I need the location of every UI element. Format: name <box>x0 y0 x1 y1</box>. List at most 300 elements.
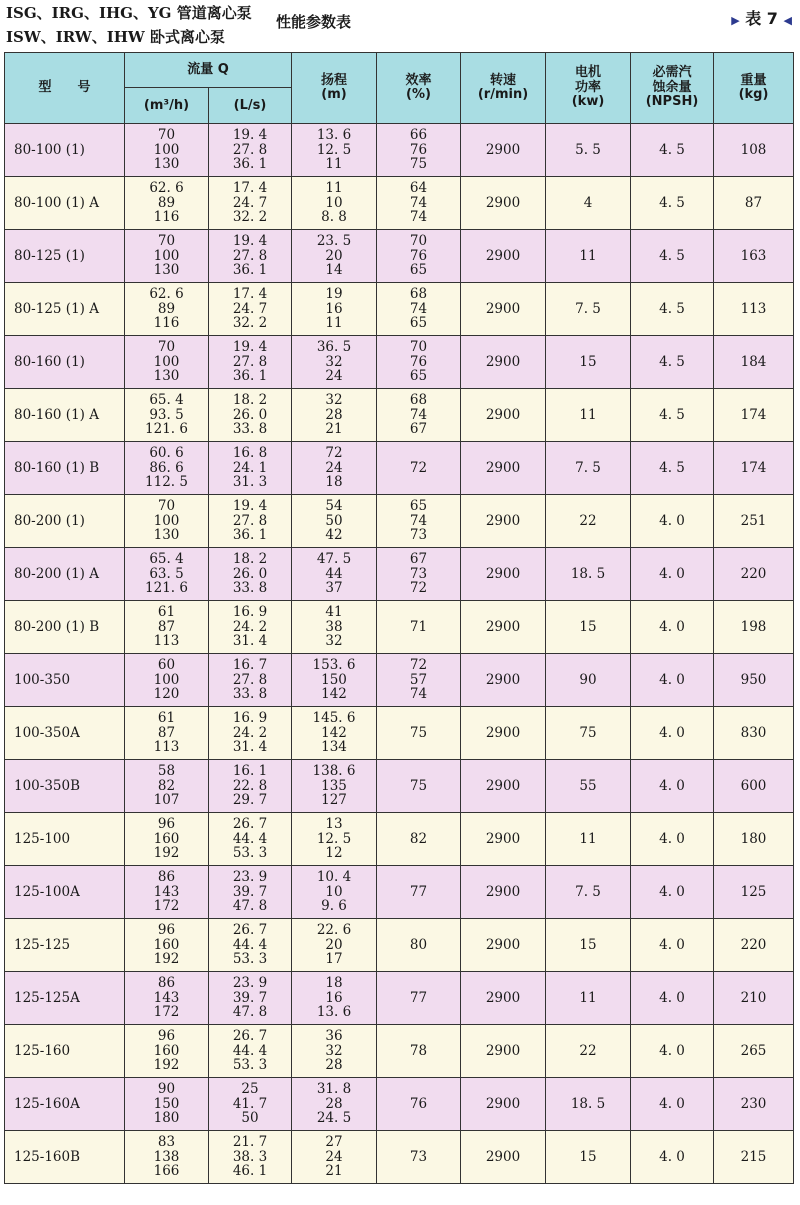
cell-head-value: 36. 5 <box>316 339 352 356</box>
cell-flow-m3h-value: 93. 5 <box>149 406 184 423</box>
cell-flow-m3h-value: 160 <box>153 830 180 847</box>
cell-npsh: 4. 0 <box>631 760 714 813</box>
cell-head-value: 24 <box>325 1148 343 1165</box>
cell-flow-ls-value: 38. 3 <box>232 1148 268 1165</box>
cell-flow-m3h-value: 90 <box>157 1081 176 1098</box>
cell-power: 18. 5 <box>546 548 631 601</box>
cell-head <box>292 919 377 972</box>
cell-model: 125-100A <box>5 866 125 919</box>
cell-power: 15 <box>546 1131 631 1184</box>
cell-flow-m3h-value: 63. 5 <box>149 565 184 582</box>
cell-head-value: 13. 6 <box>316 127 352 144</box>
cell-flow-m3h-value: 87 <box>157 618 176 635</box>
table-row <box>5 124 794 177</box>
cell-head-value: 32 <box>325 1042 343 1059</box>
cell-flow-m3h <box>125 1078 209 1131</box>
cell-speed: 2900 <box>461 442 546 495</box>
cell-flow-ls-value: 16. 9 <box>232 710 268 727</box>
cell-flow-m3h-value: 116 <box>153 209 180 226</box>
cell-head-value: 28 <box>325 1057 343 1074</box>
cell-power: 90 <box>546 654 631 707</box>
cell-flow-m3h <box>125 1025 209 1078</box>
cell-efficiency-value: 74 <box>409 512 428 529</box>
table-row <box>5 601 794 654</box>
cell-head-value: 127 <box>321 792 347 809</box>
cell-flow-m3h-value: 192 <box>153 1057 180 1074</box>
cell-flow-ls <box>209 1025 292 1078</box>
cell-efficiency-value: 68 <box>409 286 428 303</box>
cell-head-value: 38 <box>325 618 343 635</box>
cell-flow-ls <box>209 336 292 389</box>
cell-power: 55 <box>546 760 631 813</box>
cell-head-value: 24 <box>325 459 343 476</box>
cell-flow-ls-value: 36. 1 <box>232 156 268 173</box>
cell-power: 15 <box>546 601 631 654</box>
cell-efficiency-value: 74 <box>409 194 428 211</box>
cell-power: 4 <box>546 177 631 230</box>
cell-head-value: 138. 6 <box>312 763 356 780</box>
cell-flow-m3h <box>125 972 209 1025</box>
cell-head-value: 135 <box>321 777 347 794</box>
cell-power: 11 <box>546 813 631 866</box>
cell-flow-m3h-value: 62. 6 <box>149 286 184 303</box>
table-row <box>5 1078 794 1131</box>
cell-flow-ls <box>209 760 292 813</box>
cell-npsh: 4. 0 <box>631 1131 714 1184</box>
cell-head-value: 153. 6 <box>312 657 356 674</box>
cell-power: 11 <box>546 972 631 1025</box>
cell-efficiency-value: 66 <box>409 127 428 144</box>
cell-flow-m3h-value: 180 <box>153 1110 180 1127</box>
cell-head-value: 21 <box>325 421 343 438</box>
cell-flow-ls-value: 23. 9 <box>232 869 268 886</box>
cell-speed: 2900 <box>461 760 546 813</box>
cell-flow-m3h-value: 192 <box>153 845 180 862</box>
cell-weight: 108 <box>714 124 794 177</box>
cell-efficiency-value: 74 <box>409 209 428 226</box>
cell-efficiency-value: 65 <box>409 315 428 332</box>
cell-flow-ls-value: 44. 4 <box>232 830 268 847</box>
cell-npsh: 4. 0 <box>631 866 714 919</box>
table-row <box>5 177 794 230</box>
cell-efficiency-value: 70 <box>409 339 428 356</box>
cell-flow-ls-value: 19. 4 <box>232 498 268 515</box>
cell-flow-ls-value: 33. 8 <box>232 421 268 438</box>
cell-flow-ls-value: 39. 7 <box>232 989 268 1006</box>
cell-flow-ls-value: 53. 3 <box>232 951 268 968</box>
cell-efficiency <box>377 813 461 866</box>
cell-flow-ls-value: 24. 2 <box>232 618 268 635</box>
col-header-speed: 转速 (r/min) <box>461 53 546 124</box>
col-header-flow-m3h: (m³/h) <box>125 88 209 124</box>
cell-head-value: 11 <box>325 315 343 332</box>
cell-weight: 174 <box>714 389 794 442</box>
cell-model: 125-100 <box>5 813 125 866</box>
triangle-right-icon: ▶ <box>731 14 740 27</box>
cell-efficiency-value: 78 <box>409 1042 428 1059</box>
table-row <box>5 336 794 389</box>
cell-flow-m3h <box>125 601 209 654</box>
table-row <box>5 283 794 336</box>
cell-efficiency-value: 64 <box>409 180 428 197</box>
cell-flow-ls-value: 44. 4 <box>232 1042 268 1059</box>
cell-flow-ls-value: 53. 3 <box>232 845 268 862</box>
cell-flow-ls-value: 24. 2 <box>232 724 268 741</box>
cell-flow-m3h-value: 60 <box>157 657 176 674</box>
table-row <box>5 389 794 442</box>
cell-npsh: 4. 0 <box>631 972 714 1025</box>
table-row <box>5 760 794 813</box>
cell-flow-m3h-value: 96 <box>157 816 176 833</box>
cell-flow-ls-value: 21. 7 <box>232 1134 268 1151</box>
cell-flow-m3h-value: 160 <box>153 936 180 953</box>
cell-power: 15 <box>546 336 631 389</box>
cell-efficiency-value: 76 <box>409 141 428 158</box>
cell-flow-ls-value: 32. 2 <box>232 209 268 226</box>
cell-model: 125-160 <box>5 1025 125 1078</box>
cell-flow-ls-value: 19. 4 <box>232 339 268 356</box>
cell-head-value: 13. 6 <box>316 1004 352 1021</box>
cell-flow-ls-value: 50 <box>241 1110 259 1127</box>
cell-flow-m3h-value: 143 <box>153 883 180 900</box>
cell-head <box>292 1025 377 1078</box>
cell-efficiency-value: 68 <box>409 392 428 409</box>
cell-flow-m3h-value: 100 <box>153 247 180 264</box>
col-header-flow-ls: (L/s) <box>209 88 292 124</box>
table-row <box>5 919 794 972</box>
cell-efficiency <box>377 1078 461 1131</box>
cell-weight: 600 <box>714 760 794 813</box>
cell-head <box>292 283 377 336</box>
cell-flow-ls-value: 16. 8 <box>232 445 268 462</box>
cell-flow-ls-value: 18. 2 <box>232 392 268 409</box>
cell-flow-m3h <box>125 177 209 230</box>
col-header-power: 电机 功率 (kw) <box>546 53 631 124</box>
cell-speed: 2900 <box>461 866 546 919</box>
cell-head-value: 14 <box>325 262 343 279</box>
cell-head-value: 10. 4 <box>316 869 352 886</box>
cell-flow-m3h-value: 138 <box>153 1148 180 1165</box>
cell-head <box>292 654 377 707</box>
cell-head-value: 42 <box>325 527 343 544</box>
cell-flow-ls-value: 26. 7 <box>232 1028 268 1045</box>
cell-npsh: 4. 0 <box>631 1025 714 1078</box>
cell-flow-ls <box>209 177 292 230</box>
cell-weight: 113 <box>714 283 794 336</box>
cell-model: 80-200 (1) <box>5 495 125 548</box>
cell-flow-m3h-value: 82 <box>157 777 176 794</box>
cell-weight: 950 <box>714 654 794 707</box>
cell-flow-m3h <box>125 442 209 495</box>
cell-power: 15 <box>546 919 631 972</box>
cell-head-value: 12 <box>325 845 343 862</box>
cell-head <box>292 442 377 495</box>
cell-head-value: 10 <box>325 194 343 211</box>
cell-head <box>292 866 377 919</box>
cell-flow-ls <box>209 230 292 283</box>
cell-flow-ls-value: 19. 4 <box>232 127 268 144</box>
cell-model: 100-350B <box>5 760 125 813</box>
cell-flow-m3h-value: 130 <box>153 156 180 173</box>
cell-head-value: 32 <box>325 392 343 409</box>
cell-head-value: 13 <box>325 816 343 833</box>
cell-efficiency-value: 82 <box>409 830 428 847</box>
cell-head <box>292 230 377 283</box>
cell-head-value: 16 <box>325 989 343 1006</box>
col-header-head: 扬程 (m) <box>292 53 377 124</box>
cell-npsh: 4. 5 <box>631 442 714 495</box>
cell-efficiency-value: 70 <box>409 233 428 250</box>
cell-head-value: 16 <box>325 300 343 317</box>
cell-flow-ls <box>209 707 292 760</box>
cell-head-value: 27 <box>325 1134 343 1151</box>
cell-flow-m3h <box>125 813 209 866</box>
cell-efficiency-value: 75 <box>409 156 428 173</box>
cell-weight: 230 <box>714 1078 794 1131</box>
cell-flow-ls-value: 26. 0 <box>232 406 268 423</box>
cell-head-value: 32 <box>325 353 343 370</box>
cell-head-value: 18 <box>325 975 343 992</box>
cell-flow-m3h-value: 130 <box>153 262 180 279</box>
cell-efficiency <box>377 389 461 442</box>
cell-flow-ls-value: 41. 7 <box>232 1095 268 1112</box>
cell-speed: 2900 <box>461 813 546 866</box>
cell-flow-ls-value: 26. 0 <box>232 565 268 582</box>
cell-power: 18. 5 <box>546 1078 631 1131</box>
cell-efficiency-value: 65 <box>409 262 428 279</box>
cell-efficiency <box>377 919 461 972</box>
cell-flow-ls <box>209 442 292 495</box>
cell-efficiency-value: 65 <box>409 368 428 385</box>
cell-npsh: 4. 5 <box>631 177 714 230</box>
cell-head-value: 10 <box>325 883 343 900</box>
cell-head-value: 41 <box>325 604 343 621</box>
cell-flow-ls-value: 31. 3 <box>232 474 268 491</box>
cell-flow-m3h-value: 121. 6 <box>145 580 188 597</box>
cell-head-value: 24 <box>325 368 343 385</box>
cell-model: 80-200 (1) B <box>5 601 125 654</box>
cell-speed: 2900 <box>461 124 546 177</box>
cell-power: 22 <box>546 495 631 548</box>
cell-flow-m3h-value: 96 <box>157 922 176 939</box>
cell-head-value: 145. 6 <box>312 710 356 727</box>
cell-head-value: 20 <box>325 247 343 264</box>
cell-efficiency-value: 72 <box>409 657 428 674</box>
cell-flow-ls-value: 17. 4 <box>232 286 268 303</box>
cell-flow-m3h-value: 107 <box>153 792 180 809</box>
cell-flow-ls-value: 19. 4 <box>232 233 268 250</box>
cell-flow-ls-value: 29. 7 <box>232 792 268 809</box>
performance-table <box>4 52 794 1184</box>
table-number <box>731 6 792 29</box>
cell-flow-m3h-value: 130 <box>153 527 180 544</box>
table-row <box>5 813 794 866</box>
cell-head <box>292 1131 377 1184</box>
cell-flow-ls-value: 36. 1 <box>232 368 268 385</box>
cell-flow-m3h-value: 70 <box>157 127 176 144</box>
cell-speed: 2900 <box>461 1025 546 1078</box>
cell-flow-ls-value: 16. 1 <box>232 763 268 780</box>
cell-flow-m3h-value: 160 <box>153 1042 180 1059</box>
cell-efficiency-value: 72 <box>409 459 428 476</box>
cell-head <box>292 124 377 177</box>
table-row <box>5 548 794 601</box>
cell-head <box>292 1078 377 1131</box>
cell-efficiency <box>377 442 461 495</box>
col-header-npsh: 必需汽 蚀余量 (NPSH) <box>631 53 714 124</box>
cell-efficiency <box>377 283 461 336</box>
cell-head-value: 28 <box>325 1095 343 1112</box>
cell-efficiency <box>377 760 461 813</box>
cell-flow-ls-value: 24. 7 <box>232 194 268 211</box>
cell-power: 11 <box>546 389 631 442</box>
cell-efficiency-value: 57 <box>409 671 428 688</box>
cell-flow-ls-value: 24. 1 <box>232 459 268 476</box>
cell-flow-m3h-value: 60. 6 <box>149 445 184 462</box>
cell-efficiency-value: 75 <box>409 777 428 794</box>
cell-speed: 2900 <box>461 1078 546 1131</box>
table-title: 性能参数表 <box>276 13 352 31</box>
cell-flow-ls-value: 17. 4 <box>232 180 268 197</box>
cell-efficiency-value: 73 <box>409 1148 428 1165</box>
cell-npsh: 4. 0 <box>631 601 714 654</box>
page-header <box>0 0 800 50</box>
cell-flow-m3h-value: 150 <box>153 1095 180 1112</box>
cell-flow-m3h-value: 89 <box>157 300 176 317</box>
cell-flow-ls-value: 47. 8 <box>232 1004 268 1021</box>
cell-flow-ls-value: 24. 7 <box>232 300 268 317</box>
cell-flow-ls <box>209 919 292 972</box>
cell-flow-m3h-value: 120 <box>153 686 180 703</box>
cell-head-value: 31. 8 <box>316 1081 352 1098</box>
cell-flow-ls-value: 16. 7 <box>232 657 268 674</box>
cell-speed: 2900 <box>461 972 546 1025</box>
cell-flow-m3h-value: 112. 5 <box>145 474 188 491</box>
cell-speed: 2900 <box>461 707 546 760</box>
table-row <box>5 442 794 495</box>
table-row <box>5 866 794 919</box>
cell-flow-ls-value: 33. 8 <box>232 686 268 703</box>
cell-weight: 265 <box>714 1025 794 1078</box>
cell-flow-m3h-value: 62. 6 <box>149 180 184 197</box>
cell-efficiency <box>377 654 461 707</box>
cell-flow-ls-value: 31. 4 <box>232 739 268 756</box>
cell-model: 125-125 <box>5 919 125 972</box>
cell-head-value: 22. 6 <box>316 922 352 939</box>
cell-flow-m3h-value: 70 <box>157 233 176 250</box>
cell-speed: 2900 <box>461 230 546 283</box>
cell-head <box>292 972 377 1025</box>
cell-flow-ls <box>209 389 292 442</box>
cell-flow-ls-value: 46. 1 <box>232 1163 268 1180</box>
cell-flow-ls-value: 26. 7 <box>232 922 268 939</box>
cell-power: 5. 5 <box>546 124 631 177</box>
cell-flow-ls-value: 27. 8 <box>232 247 268 264</box>
cell-speed: 2900 <box>461 548 546 601</box>
cell-speed: 2900 <box>461 336 546 389</box>
cell-head-value: 36 <box>325 1028 343 1045</box>
cell-efficiency-value: 75 <box>409 724 428 741</box>
cell-model: 100-350 <box>5 654 125 707</box>
cell-head-value: 32 <box>325 633 343 650</box>
cell-flow-m3h-value: 70 <box>157 339 176 356</box>
cell-flow-ls-value: 39. 7 <box>232 883 268 900</box>
cell-flow-m3h-value: 86. 6 <box>149 459 184 476</box>
cell-head-value: 44 <box>325 565 343 582</box>
cell-efficiency-value: 74 <box>409 406 428 423</box>
cell-head-value: 20 <box>325 936 343 953</box>
cell-weight: 87 <box>714 177 794 230</box>
cell-weight: 210 <box>714 972 794 1025</box>
cell-flow-m3h-value: 87 <box>157 724 176 741</box>
cell-flow-ls-value: 23. 9 <box>232 975 268 992</box>
cell-speed: 2900 <box>461 177 546 230</box>
cell-flow-m3h <box>125 124 209 177</box>
cell-flow-m3h-value: 100 <box>153 512 180 529</box>
cell-weight: 174 <box>714 442 794 495</box>
cell-model: 100-350A <box>5 707 125 760</box>
cell-flow-m3h-value: 61 <box>157 710 176 727</box>
cell-flow-m3h <box>125 548 209 601</box>
cell-flow-m3h-value: 172 <box>153 1004 180 1021</box>
cell-head <box>292 177 377 230</box>
cell-flow-ls-value: 27. 8 <box>232 141 268 158</box>
cell-flow-m3h <box>125 336 209 389</box>
triangle-left-icon: ◀ <box>783 14 792 27</box>
cell-flow-ls <box>209 495 292 548</box>
cell-npsh: 4. 0 <box>631 548 714 601</box>
series-title-line1: ISG、IRG、IHG、YG 管道离心泵 <box>6 4 252 22</box>
cell-npsh: 4. 5 <box>631 230 714 283</box>
cell-flow-ls-value: 32. 2 <box>232 315 268 332</box>
cell-flow-m3h-value: 116 <box>153 315 180 332</box>
cell-flow-ls <box>209 124 292 177</box>
cell-flow-ls-value: 47. 8 <box>232 898 268 915</box>
cell-head-value: 54 <box>325 498 343 515</box>
cell-flow-ls-value: 33. 8 <box>232 580 268 597</box>
cell-efficiency <box>377 972 461 1025</box>
cell-model: 80-125 (1) A <box>5 283 125 336</box>
cell-flow-ls <box>209 1078 292 1131</box>
col-header-model: 型 号 <box>5 53 125 124</box>
cell-weight: 220 <box>714 919 794 972</box>
cell-flow-m3h-value: 100 <box>153 141 180 158</box>
cell-flow-m3h-value: 86 <box>157 975 176 992</box>
cell-efficiency-value: 72 <box>409 580 428 597</box>
cell-flow-m3h <box>125 283 209 336</box>
cell-model: 80-125 (1) <box>5 230 125 283</box>
table-row <box>5 972 794 1025</box>
cell-efficiency <box>377 866 461 919</box>
cell-flow-ls <box>209 654 292 707</box>
cell-head-value: 8. 8 <box>321 209 347 226</box>
cell-npsh: 4. 0 <box>631 707 714 760</box>
cell-head-value: 18 <box>325 474 343 491</box>
cell-efficiency-value: 80 <box>409 936 428 953</box>
cell-efficiency <box>377 124 461 177</box>
cell-model: 80-100 (1) A <box>5 177 125 230</box>
cell-speed: 2900 <box>461 495 546 548</box>
cell-weight: 830 <box>714 707 794 760</box>
cell-head-value: 142 <box>321 686 347 703</box>
cell-flow-ls-value: 31. 4 <box>232 633 268 650</box>
cell-flow-ls <box>209 283 292 336</box>
cell-efficiency <box>377 230 461 283</box>
cell-flow-m3h-value: 83 <box>157 1134 176 1151</box>
cell-head-value: 72 <box>325 445 343 462</box>
cell-npsh: 4. 0 <box>631 495 714 548</box>
cell-flow-m3h <box>125 1131 209 1184</box>
